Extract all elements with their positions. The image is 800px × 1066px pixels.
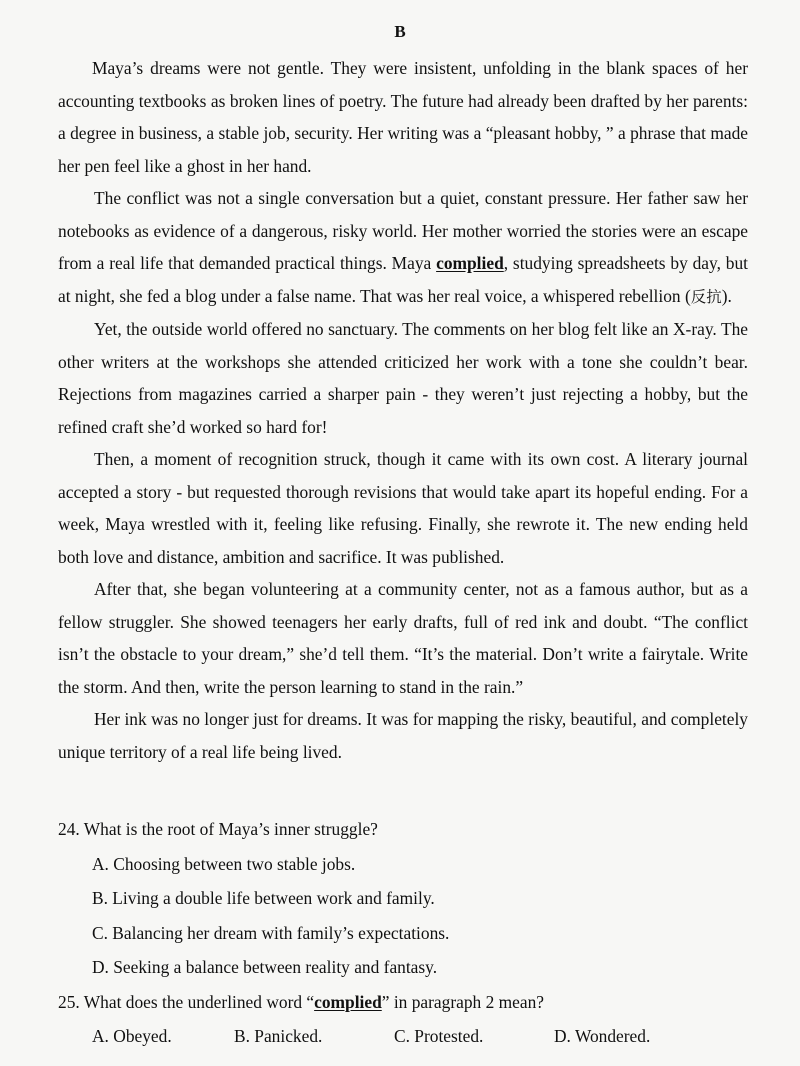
paragraph-4: Then, a moment of recognition struck, though it came with its own cost. A literary journal accepted a story - but requested thorough revisions that would take apart its hopeful ending. For a week, Maya wrestled with it, feeling like refusing. Finally, she rewrote it. The new ending held both love and distance, ambition and sacrifice. It was published. [58,449,748,567]
question-25-stem-a: 25. What does the underlined word “ [58,991,315,1012]
reading-passage [58,52,748,768]
question-24-option-c[interactable]: C. Balancing her dream with family’s expectations. [92,922,450,943]
paragraph-2-text-b: , studying spreadsheets by day, but at night, she fed a blog under a false name. That was her real voice, a whispered rebellion ( [58,253,748,306]
underlined-keyword: complied [436,253,504,273]
question-25-stem-b: ” in paragraph 2 mean? [381,991,544,1012]
questions-section [58,812,758,1054]
paragraph-2-text-c: ). [721,285,732,306]
question-24-option-b[interactable]: B. Living a double life between work and family. [92,888,435,908]
question-25-option-b[interactable]: B. Panicked. [234,1026,323,1046]
question-25-option-c[interactable]: C. Protested. [394,1026,484,1046]
chinese-gloss: 反抗 [690,287,722,306]
paragraph-3: Yet, the outside world offered no sanctuary. The comments on her blog felt like an X-ray. The other writers at the workshops she attended criticized her work with a tone she couldn’t bear. Rejections from magazines carried a sharper pain - they weren’t just rejecting a hobby, but the refined craft she’d worked so hard for! [58,319,748,437]
question-24 [58,812,758,985]
question-24-option-d[interactable]: D. Seeking a balance between reality and fantasy. [92,957,438,977]
section-label: B [394,22,406,41]
question-25-keyword: complied [314,991,382,1012]
question-25-option-a[interactable]: A. Obeyed. [92,1026,172,1046]
paragraph-1: Maya’s dreams were not gentle. They were insistent, unfolding in the blank spaces of her accounting textbooks as broken lines of poetry. The future had already been drafted by her parents: a degree in business, a stable job, security. Her writing was a “pleasant hobby, ” a phrase that made her pen feel like a ghost in her hand. [58,58,748,176]
question-24-stem: 24. What is the root of Maya’s inner struggle? [58,819,378,839]
paragraph-2 [58,182,748,313]
question-25-option-d[interactable]: D. Wondered. [554,1026,651,1046]
question-25-stem [58,985,758,1020]
question-25 [58,985,758,1054]
question-25-options [92,1019,758,1054]
paragraph-5: After that, she began volunteering at a community center, not as a famous author, but as a fellow struggler. She showed teenagers her early drafts, full of red ink and doubt. “The conflict isn’t the obstacle to your dream,” she’d tell them. “It’s the material. Don’t write a fairytale. Write the storm. And then, write the person learning to stand in the rain.” [58,579,748,697]
paragraph-2-text-a: The conflict was not a single conversation but a quiet, constant pressure. Her father saw her notebooks as evidence of a dangerous, risky world. Her mother worried the stories were an escape from a real life that demanded practical things. Maya [58,188,748,273]
question-24-option-a[interactable]: A. Choosing between two stable jobs. [92,853,356,874]
paragraph-6: Her ink was no longer just for dreams. It was for mapping the risky, beautiful, and completely unique territory of a real life being lived. [58,709,748,762]
